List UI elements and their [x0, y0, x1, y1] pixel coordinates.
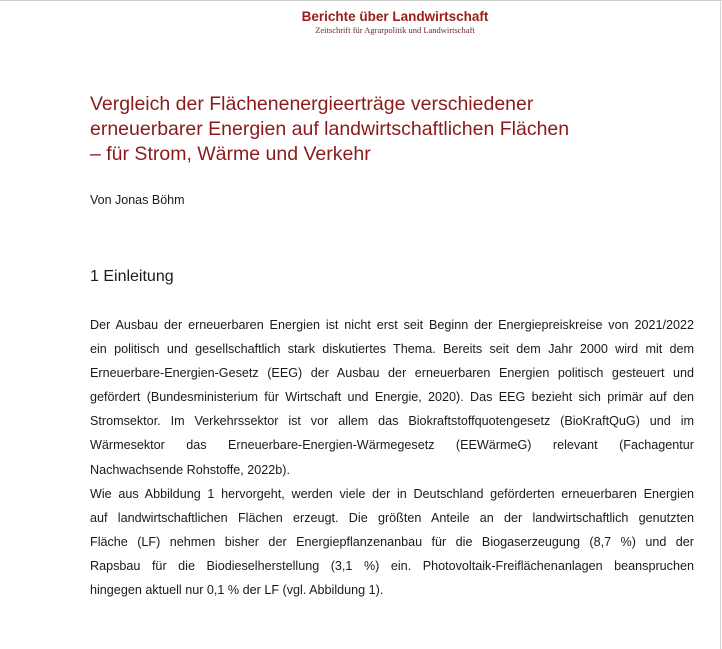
- journal-title: Berichte über Landwirtschaft: [301, 9, 489, 24]
- text-line: Erneuerbare-Energien-Gesetz (EEG) der Ausbau der erneuerbaren Energien politisch gesteuert und: [90, 366, 694, 381]
- body-text: [90, 313, 694, 602]
- article-title-line: Vergleich der Flächenenergieerträge verschiedener: [90, 93, 534, 115]
- journal-subtitle: Zeitschrift für Agrarpolitik und Landwirtschaft: [315, 25, 475, 35]
- text-line: Rapsbau für die Biodieselherstellung (3,1 %) ein. Photovoltaik-Freiflächenanlagen beanspruchen: [90, 558, 694, 573]
- article-title-line: erneuerbarer Energien auf landwirtschaftlichen Flächen: [90, 118, 570, 140]
- text-line: ein politisch und gesellschaftlich stark diskutiertes Thema. Bereits seit dem Jahr 2000 wird mit dem: [90, 342, 694, 357]
- text-line: Nachwachsende Rohstoffe, 2022b).: [90, 462, 290, 477]
- text-line: Wärmesektor das Erneuerbare-Energien-Wärmegesetz (EEWärmeG) relevant (Fachagentur: [90, 438, 694, 453]
- article-title: [90, 92, 690, 167]
- page-right-border: [720, 0, 721, 649]
- text-line: Wie aus Abbildung 1 hervorgeht, werden viele der in Deutschland geförderten erneuerbaren Energien: [90, 486, 694, 501]
- article-title-line: – für Strom, Wärme und Verkehr: [90, 143, 371, 165]
- text-line: Stromsektor. Im Verkehrssektor ist vor allem das Biokraftstoffquotengesetz (BioKraftQuG) und im: [90, 414, 694, 429]
- article-author: Von Jonas Böhm: [90, 193, 185, 207]
- page-top-border: [0, 0, 722, 1]
- text-line: Fläche (LF) nehmen bisher der Energiepflanzenanbau für die Biogaserzeugung (8,7 %) und der: [90, 534, 694, 549]
- text-line: auf landwirtschaftlichen Flächen erzeugt. Die größten Anteile an der landwirtschaftlich genutzten: [90, 510, 694, 525]
- journal-header: [280, 8, 510, 35]
- text-line: Der Ausbau der erneuerbaren Energien ist nicht erst seit Beginn der Energiepreiskreise von 2021/2022: [90, 318, 694, 332]
- text-line: gefördert (Bundesministerium für Wirtschaft und Energie, 2020). Das EEG bezieht sich primär auf den: [90, 390, 694, 405]
- section-heading: 1 Einleitung: [90, 268, 174, 285]
- text-line: hingegen aktuell nur 0,1 % der LF (vgl. Abbildung 1).: [90, 583, 384, 598]
